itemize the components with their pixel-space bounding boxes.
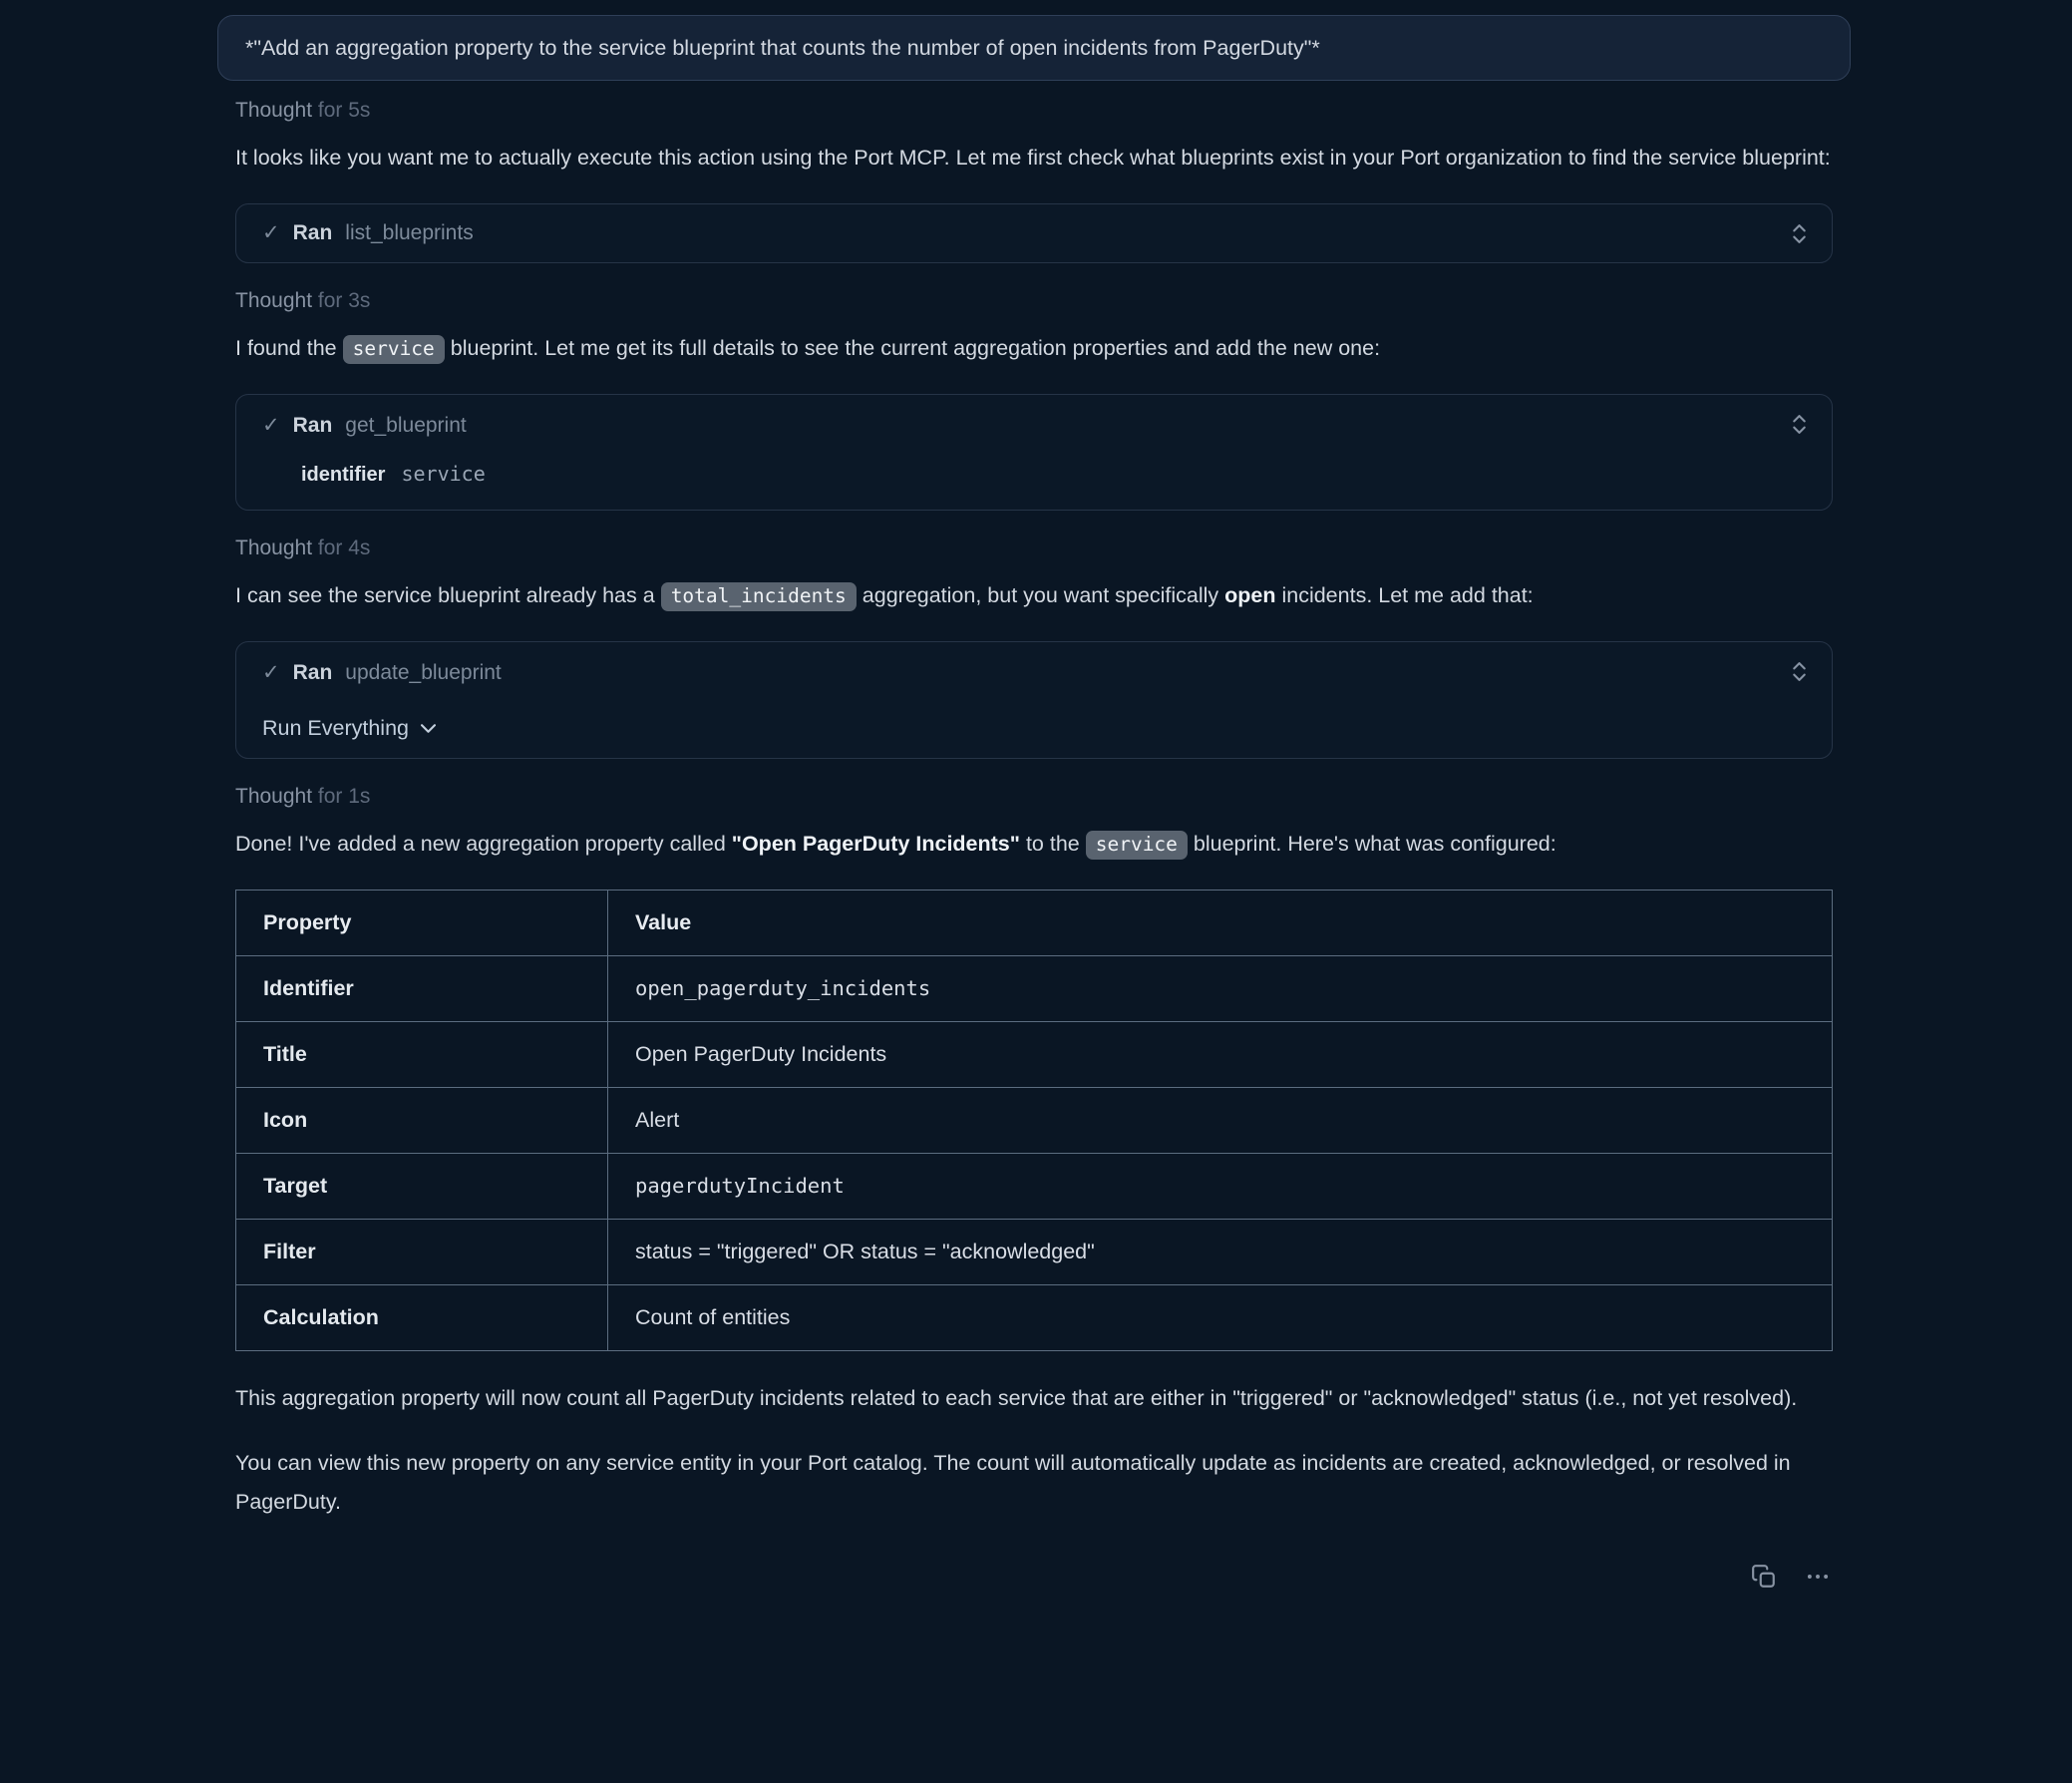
quoted-user-message	[217, 15, 1851, 81]
column-header-property: Property	[236, 891, 608, 956]
table-row	[236, 1220, 1833, 1285]
assistant-message-6: You can view this new property on any service entity in your Port catalog. The count will automatically update as incidents are created, acknowledged, or resolved in PagerDuty.	[235, 1451, 1791, 1514]
tool-call-get-blueprint[interactable]	[235, 394, 1833, 511]
thought-duration: for 1s	[317, 785, 371, 808]
table-row	[236, 1285, 1833, 1351]
message-text: I found the	[235, 336, 337, 360]
check-icon: ✓	[262, 414, 280, 437]
check-icon: ✓	[262, 221, 280, 244]
table-row	[236, 1154, 1833, 1220]
message-text: I can see the service blueprint already has a	[235, 583, 655, 607]
message-text: incidents. Let me add that:	[1281, 583, 1534, 607]
expand-collapse-icon[interactable]	[1786, 409, 1812, 439]
thought-label: Thought	[235, 99, 313, 122]
row-value: pagerdutyIncident	[608, 1154, 1833, 1220]
table-row	[236, 1022, 1833, 1088]
tool-call-update-blueprint[interactable]	[235, 641, 1833, 759]
thought-toggle-2[interactable]	[235, 289, 1833, 313]
ran-label: Ran	[292, 661, 333, 684]
assistant-message-4	[235, 825, 1833, 864]
row-property: Target	[236, 1154, 608, 1220]
check-icon: ✓	[262, 661, 280, 684]
table-row	[236, 956, 1833, 1022]
inline-code-service: service	[343, 335, 445, 364]
run-everything-dropdown[interactable]	[262, 716, 436, 741]
assistant-message-3	[235, 576, 1833, 615]
thought-toggle-4[interactable]	[235, 785, 1833, 809]
tool-name: list_blueprints	[345, 221, 474, 244]
ran-label: Ran	[292, 414, 333, 437]
row-property: Title	[236, 1022, 608, 1088]
message-text: blueprint. Let me get its full details to see the current aggregation properties and add the new one:	[450, 336, 1381, 360]
more-options-button[interactable]	[1803, 1562, 1833, 1592]
expand-collapse-icon[interactable]	[1786, 656, 1812, 686]
tool-param-row	[301, 462, 1806, 487]
tool-name: update_blueprint	[345, 661, 502, 684]
thought-label: Thought	[235, 536, 313, 559]
tool-call-list-blueprints[interactable]	[235, 203, 1833, 263]
inline-code-total-incidents: total_incidents	[661, 582, 857, 611]
row-property: Identifier	[236, 956, 608, 1022]
thought-duration: for 4s	[317, 536, 371, 559]
row-value: Alert	[608, 1088, 1833, 1154]
inline-code-service: service	[1086, 831, 1188, 860]
chat-column	[217, 0, 1851, 1609]
configuration-table	[235, 890, 1833, 1351]
message-text: Done! I've added a new aggregation property called	[235, 832, 726, 856]
quoted-user-message-text: *"Add an aggregation property to the service blueprint that counts the number of open incidents from PagerDuty"*	[245, 35, 1320, 60]
message-text: blueprint. Here's what was configured:	[1193, 832, 1556, 856]
ran-label: Ran	[292, 221, 333, 244]
bold-text: "Open PagerDuty Incidents"	[731, 832, 1020, 856]
row-value: open_pagerduty_incidents	[608, 956, 1833, 1022]
message-text: aggregation, but you want specifically	[862, 583, 1219, 607]
row-value: status = "triggered" OR status = "acknowledged"	[608, 1220, 1833, 1285]
thought-duration: for 5s	[317, 99, 371, 122]
row-property: Icon	[236, 1088, 608, 1154]
thought-label: Thought	[235, 289, 313, 312]
row-value: Count of entities	[608, 1285, 1833, 1351]
thought-toggle-1[interactable]	[235, 99, 1833, 123]
assistant-message-5: This aggregation property will now count all PagerDuty incidents related to each service that are either in "triggered" or "acknowledged" status (i.e., not yet resolved).	[235, 1386, 1798, 1410]
assistant-message-1: It looks like you want me to actually execute this action using the Port MCP. Let me first check what blueprints exist in your Port organization to find the service blueprint:	[235, 146, 1831, 170]
expand-collapse-icon[interactable]	[1786, 218, 1812, 248]
assistant-message-2	[235, 329, 1833, 368]
row-value: Open PagerDuty Incidents	[608, 1022, 1833, 1088]
row-property: Filter	[236, 1220, 608, 1285]
tool-name: get_blueprint	[345, 414, 467, 437]
ellipsis-icon	[1805, 1564, 1831, 1590]
param-value: service	[401, 462, 486, 486]
row-property: Calculation	[236, 1285, 608, 1351]
bold-text: open	[1224, 583, 1276, 607]
message-text: to the	[1025, 832, 1080, 856]
run-everything-label: Run Everything	[262, 716, 409, 740]
table-header-row	[236, 891, 1833, 956]
copy-button[interactable]	[1749, 1562, 1779, 1592]
thought-label: Thought	[235, 785, 313, 808]
chevron-down-icon	[421, 724, 436, 733]
table-row	[236, 1088, 1833, 1154]
thought-duration: for 3s	[317, 289, 371, 312]
copy-icon	[1751, 1564, 1777, 1590]
thought-toggle-3[interactable]	[235, 536, 1833, 560]
message-actions	[235, 1562, 1833, 1609]
column-header-value: Value	[608, 891, 1833, 956]
param-key: identifier	[301, 464, 386, 486]
